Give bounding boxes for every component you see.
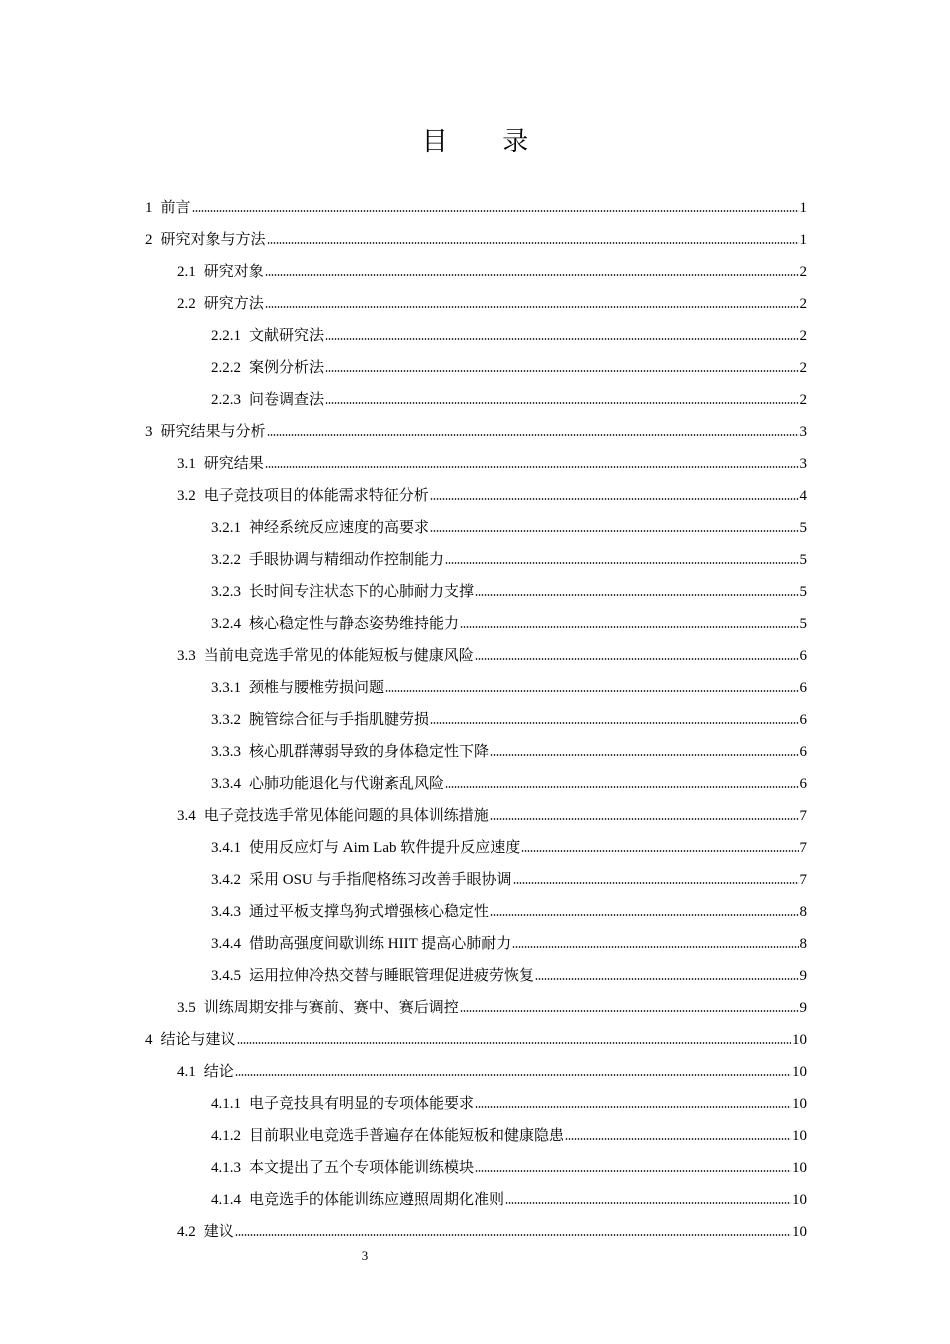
toc-entry[interactable] bbox=[177, 641, 807, 671]
toc-entry-number: 3.2.1 bbox=[211, 520, 241, 536]
toc-entry-title: 目前职业电竞选手普遍存在体能短板和健康隐患 bbox=[249, 1128, 565, 1144]
toc-entry-number: 2.2.3 bbox=[211, 392, 241, 408]
toc-entry-title: 前言 bbox=[160, 200, 191, 216]
toc-entry-number: 3.3.2 bbox=[211, 712, 241, 728]
toc-entry-page-number: 2 bbox=[799, 264, 807, 280]
toc-entry[interactable] bbox=[177, 481, 807, 511]
toc-dot-leader bbox=[267, 242, 799, 244]
toc-dot-leader bbox=[460, 1010, 799, 1012]
toc-dot-leader bbox=[535, 978, 798, 980]
toc-entry[interactable] bbox=[177, 449, 807, 479]
toc-entry-page-number: 10 bbox=[792, 1224, 807, 1240]
toc-entry-title: 研究对象 bbox=[203, 264, 264, 280]
toc-entry-title: 通过平板支撑鸟狗式增强核心稳定性 bbox=[249, 904, 490, 920]
toc-dot-leader bbox=[237, 1042, 791, 1044]
toc-entry-title: 训练周期安排与赛前、赛中、赛后调控 bbox=[203, 1000, 459, 1016]
toc-dot-leader bbox=[475, 594, 798, 596]
toc-entry-page-number: 10 bbox=[792, 1096, 807, 1112]
toc-entry-number: 3.2.3 bbox=[211, 584, 241, 600]
toc-entry-title: 研究结果与分析 bbox=[160, 424, 266, 440]
toc-entry[interactable] bbox=[177, 1057, 807, 1087]
toc-entry-page-number: 5 bbox=[799, 520, 807, 536]
toc-dot-leader bbox=[513, 882, 799, 884]
toc-entry[interactable] bbox=[211, 545, 807, 575]
toc-entry-page-number: 10 bbox=[792, 1128, 807, 1144]
toc-entry-number: 3.4 bbox=[177, 808, 196, 824]
toc-entry-number: 3.1 bbox=[177, 456, 196, 472]
toc-entry-number: 4.1.4 bbox=[211, 1192, 241, 1208]
toc-entry-number: 2.2 bbox=[177, 296, 196, 312]
toc-title: 目 录 bbox=[421, 127, 553, 156]
toc-dot-leader bbox=[490, 818, 799, 820]
toc-entry-number: 3.5 bbox=[177, 1000, 196, 1016]
toc-dot-leader bbox=[475, 658, 799, 660]
toc-entry-number: 3.4.1 bbox=[211, 840, 241, 856]
toc-entry-title: 建议 bbox=[203, 1224, 234, 1240]
toc-entry-number: 3.4.5 bbox=[211, 968, 241, 984]
toc-entry-title: 研究方法 bbox=[203, 296, 264, 312]
toc-dot-leader bbox=[235, 1234, 791, 1236]
toc-dot-leader bbox=[235, 1074, 791, 1076]
toc-entry-title: 手眼协调与精细动作控制能力 bbox=[249, 552, 445, 568]
toc-dot-leader bbox=[445, 562, 798, 564]
toc-entry[interactable] bbox=[211, 321, 807, 351]
toc-dot-leader bbox=[267, 434, 799, 436]
toc-entry[interactable] bbox=[211, 609, 807, 639]
toc-entry-page-number: 2 bbox=[799, 328, 807, 344]
toc-dot-leader bbox=[475, 1170, 791, 1172]
toc-entry-page-number: 9 bbox=[799, 1000, 807, 1016]
toc-entry[interactable] bbox=[211, 737, 807, 767]
toc-dot-leader bbox=[430, 498, 799, 500]
toc-dot-leader bbox=[445, 786, 798, 788]
toc-entry-number: 3.3.1 bbox=[211, 680, 241, 696]
toc-dot-leader bbox=[505, 1202, 791, 1204]
toc-entry[interactable] bbox=[145, 1025, 807, 1055]
toc-entry-page-number: 7 bbox=[799, 808, 807, 824]
toc-entry-number: 3.2 bbox=[177, 488, 196, 504]
toc-entry-title: 神经系统反应速度的高要求 bbox=[249, 520, 430, 536]
toc-entry-page-number: 7 bbox=[799, 872, 807, 888]
toc-entry-title: 结论 bbox=[203, 1064, 234, 1080]
toc-entry-title: 长时间专注状态下的心肺耐力支撑 bbox=[249, 584, 475, 600]
toc-entry[interactable] bbox=[211, 1121, 807, 1151]
toc-entry-number: 4 bbox=[145, 1032, 153, 1048]
toc-entry-title: 文献研究法 bbox=[249, 328, 325, 344]
toc-entry[interactable] bbox=[145, 193, 807, 223]
toc-entry-page-number: 10 bbox=[792, 1192, 807, 1208]
toc-entry[interactable] bbox=[211, 833, 807, 863]
toc-entry-title: 当前电竞选手常见的体能短板与健康风险 bbox=[203, 648, 474, 664]
toc-entry-page-number: 6 bbox=[799, 648, 807, 664]
toc-dot-leader bbox=[385, 690, 798, 692]
toc-dot-leader bbox=[325, 402, 798, 404]
toc-entry-number: 3.4.3 bbox=[211, 904, 241, 920]
toc-dot-leader bbox=[565, 1138, 791, 1140]
toc-entry-number: 4.1.2 bbox=[211, 1128, 241, 1144]
toc-entry[interactable] bbox=[145, 417, 807, 447]
toc-entry-title: 研究结果 bbox=[203, 456, 264, 472]
toc-dot-leader bbox=[512, 946, 798, 948]
toc-entry-number: 4.1.1 bbox=[211, 1096, 241, 1112]
toc-entry[interactable] bbox=[211, 897, 807, 927]
toc-entry-title: 腕管综合征与手指肌腱劳损 bbox=[249, 712, 430, 728]
toc-entry-page-number: 10 bbox=[792, 1064, 807, 1080]
toc-entry-title: 使用反应灯与 Aim Lab 软件提升反应速度 bbox=[249, 840, 521, 856]
toc-entry[interactable] bbox=[211, 1089, 807, 1119]
toc-entry-page-number: 3 bbox=[799, 456, 807, 472]
toc-entry-page-number: 9 bbox=[799, 968, 807, 984]
toc-entry[interactable] bbox=[177, 257, 807, 287]
toc-entry-page-number: 1 bbox=[799, 232, 807, 248]
toc-entry-title: 电子竞技项目的体能需求特征分析 bbox=[203, 488, 429, 504]
toc-entry-page-number: 10 bbox=[792, 1032, 807, 1048]
toc-entry-page-number: 6 bbox=[799, 712, 807, 728]
toc-dot-leader bbox=[521, 850, 798, 852]
toc-entry-number: 3.2.2 bbox=[211, 552, 241, 568]
toc-entry-number: 2.1 bbox=[177, 264, 196, 280]
toc-dot-leader bbox=[325, 338, 798, 340]
toc-entry-number: 3.2.4 bbox=[211, 616, 241, 632]
toc-entry-title: 颈椎与腰椎劳损问题 bbox=[249, 680, 385, 696]
toc-entry-title: 电竞选手的体能训练应遵照周期化准则 bbox=[249, 1192, 505, 1208]
toc-entry-title: 心肺功能退化与代谢紊乱风险 bbox=[249, 776, 445, 792]
toc-entry-page-number: 4 bbox=[799, 488, 807, 504]
toc-entry-page-number: 10 bbox=[792, 1160, 807, 1176]
toc-entry[interactable] bbox=[211, 961, 807, 991]
toc-entry[interactable] bbox=[211, 673, 807, 703]
toc-dot-leader bbox=[265, 306, 799, 308]
toc-dot-leader bbox=[325, 370, 798, 372]
toc-entry-page-number: 6 bbox=[799, 776, 807, 792]
toc-dot-leader bbox=[265, 274, 799, 276]
page-number: 3 bbox=[361, 1248, 369, 1263]
toc-entry[interactable] bbox=[177, 993, 807, 1023]
toc-entry-title: 电子竞技具有明显的专项体能要求 bbox=[249, 1096, 475, 1112]
toc-entry-title: 案例分析法 bbox=[249, 360, 325, 376]
toc-entry-title: 问卷调查法 bbox=[249, 392, 325, 408]
toc-dot-leader bbox=[192, 210, 799, 212]
toc-dot-leader bbox=[265, 466, 799, 468]
toc-entry-number: 2.2.2 bbox=[211, 360, 241, 376]
toc-entry[interactable] bbox=[177, 289, 807, 319]
toc-entry-page-number: 6 bbox=[799, 744, 807, 760]
toc-entry-page-number: 5 bbox=[799, 616, 807, 632]
toc-entry-title: 采用 OSU 与手指爬格练习改善手眼协调 bbox=[249, 872, 512, 888]
toc-entry-number: 2.2.1 bbox=[211, 328, 241, 344]
toc-entry-title: 结论与建议 bbox=[160, 1032, 236, 1048]
toc-entry-title: 借助高强度间歇训练 HIIT 提高心肺耐力 bbox=[249, 936, 512, 952]
toc-entry[interactable] bbox=[211, 385, 807, 415]
toc-entry[interactable] bbox=[211, 513, 807, 543]
toc-entry[interactable] bbox=[211, 865, 807, 895]
toc-dot-leader bbox=[430, 722, 798, 724]
toc-entry-page-number: 3 bbox=[799, 424, 807, 440]
toc-entry[interactable] bbox=[177, 1217, 807, 1247]
toc-entry-number: 4.2 bbox=[177, 1224, 196, 1240]
toc-entry-page-number: 5 bbox=[799, 552, 807, 568]
toc-dot-leader bbox=[430, 530, 798, 532]
toc-entry-page-number: 8 bbox=[799, 936, 807, 952]
toc-entry-number: 3.3.3 bbox=[211, 744, 241, 760]
toc-entry-title: 运用拉伸冷热交替与睡眠管理促进疲劳恢复 bbox=[249, 968, 535, 984]
toc-entry-title: 电子竞技选手常见体能问题的具体训练措施 bbox=[203, 808, 489, 824]
toc-entry-number: 3.4.4 bbox=[211, 936, 241, 952]
toc-entry-title: 研究对象与方法 bbox=[160, 232, 266, 248]
toc-entry-page-number: 2 bbox=[799, 296, 807, 312]
toc-entry-number: 3 bbox=[145, 424, 153, 440]
toc-entry[interactable] bbox=[211, 353, 807, 383]
toc-entry-page-number: 8 bbox=[799, 904, 807, 920]
toc-entry-page-number: 7 bbox=[799, 840, 807, 856]
toc-entry-title: 核心肌群薄弱导致的身体稳定性下降 bbox=[249, 744, 490, 760]
toc-entry-number: 4.1 bbox=[177, 1064, 196, 1080]
toc-entry[interactable] bbox=[211, 577, 807, 607]
toc-entry-number: 2 bbox=[145, 232, 153, 248]
toc-entry-page-number: 2 bbox=[799, 392, 807, 408]
toc-dot-leader bbox=[490, 914, 798, 916]
toc-entry[interactable] bbox=[211, 1185, 807, 1215]
toc-entry-number: 3.3.4 bbox=[211, 776, 241, 792]
toc-entry-title: 核心稳定性与静态姿势维持能力 bbox=[249, 616, 460, 632]
toc-entry[interactable] bbox=[211, 1153, 807, 1183]
toc-entry-page-number: 2 bbox=[799, 360, 807, 376]
toc-entry-number: 1 bbox=[145, 200, 153, 216]
toc-entry-number: 3.3 bbox=[177, 648, 196, 664]
toc-entry-number: 4.1.3 bbox=[211, 1160, 241, 1176]
toc-dot-leader bbox=[475, 1106, 791, 1108]
toc-entry-title: 本文提出了五个专项体能训练模块 bbox=[249, 1160, 475, 1176]
toc-entry-page-number: 6 bbox=[799, 680, 807, 696]
toc-entry[interactable] bbox=[211, 769, 807, 799]
toc-entry[interactable] bbox=[211, 705, 807, 735]
toc-entry[interactable] bbox=[177, 801, 807, 831]
toc-entry-page-number: 5 bbox=[799, 584, 807, 600]
toc-dot-leader bbox=[490, 754, 798, 756]
toc-entry[interactable] bbox=[211, 929, 807, 959]
toc-entry[interactable] bbox=[145, 225, 807, 255]
toc-dot-leader bbox=[460, 626, 798, 628]
toc-entry-number: 3.4.2 bbox=[211, 872, 241, 888]
toc-entry-page-number: 1 bbox=[799, 200, 807, 216]
